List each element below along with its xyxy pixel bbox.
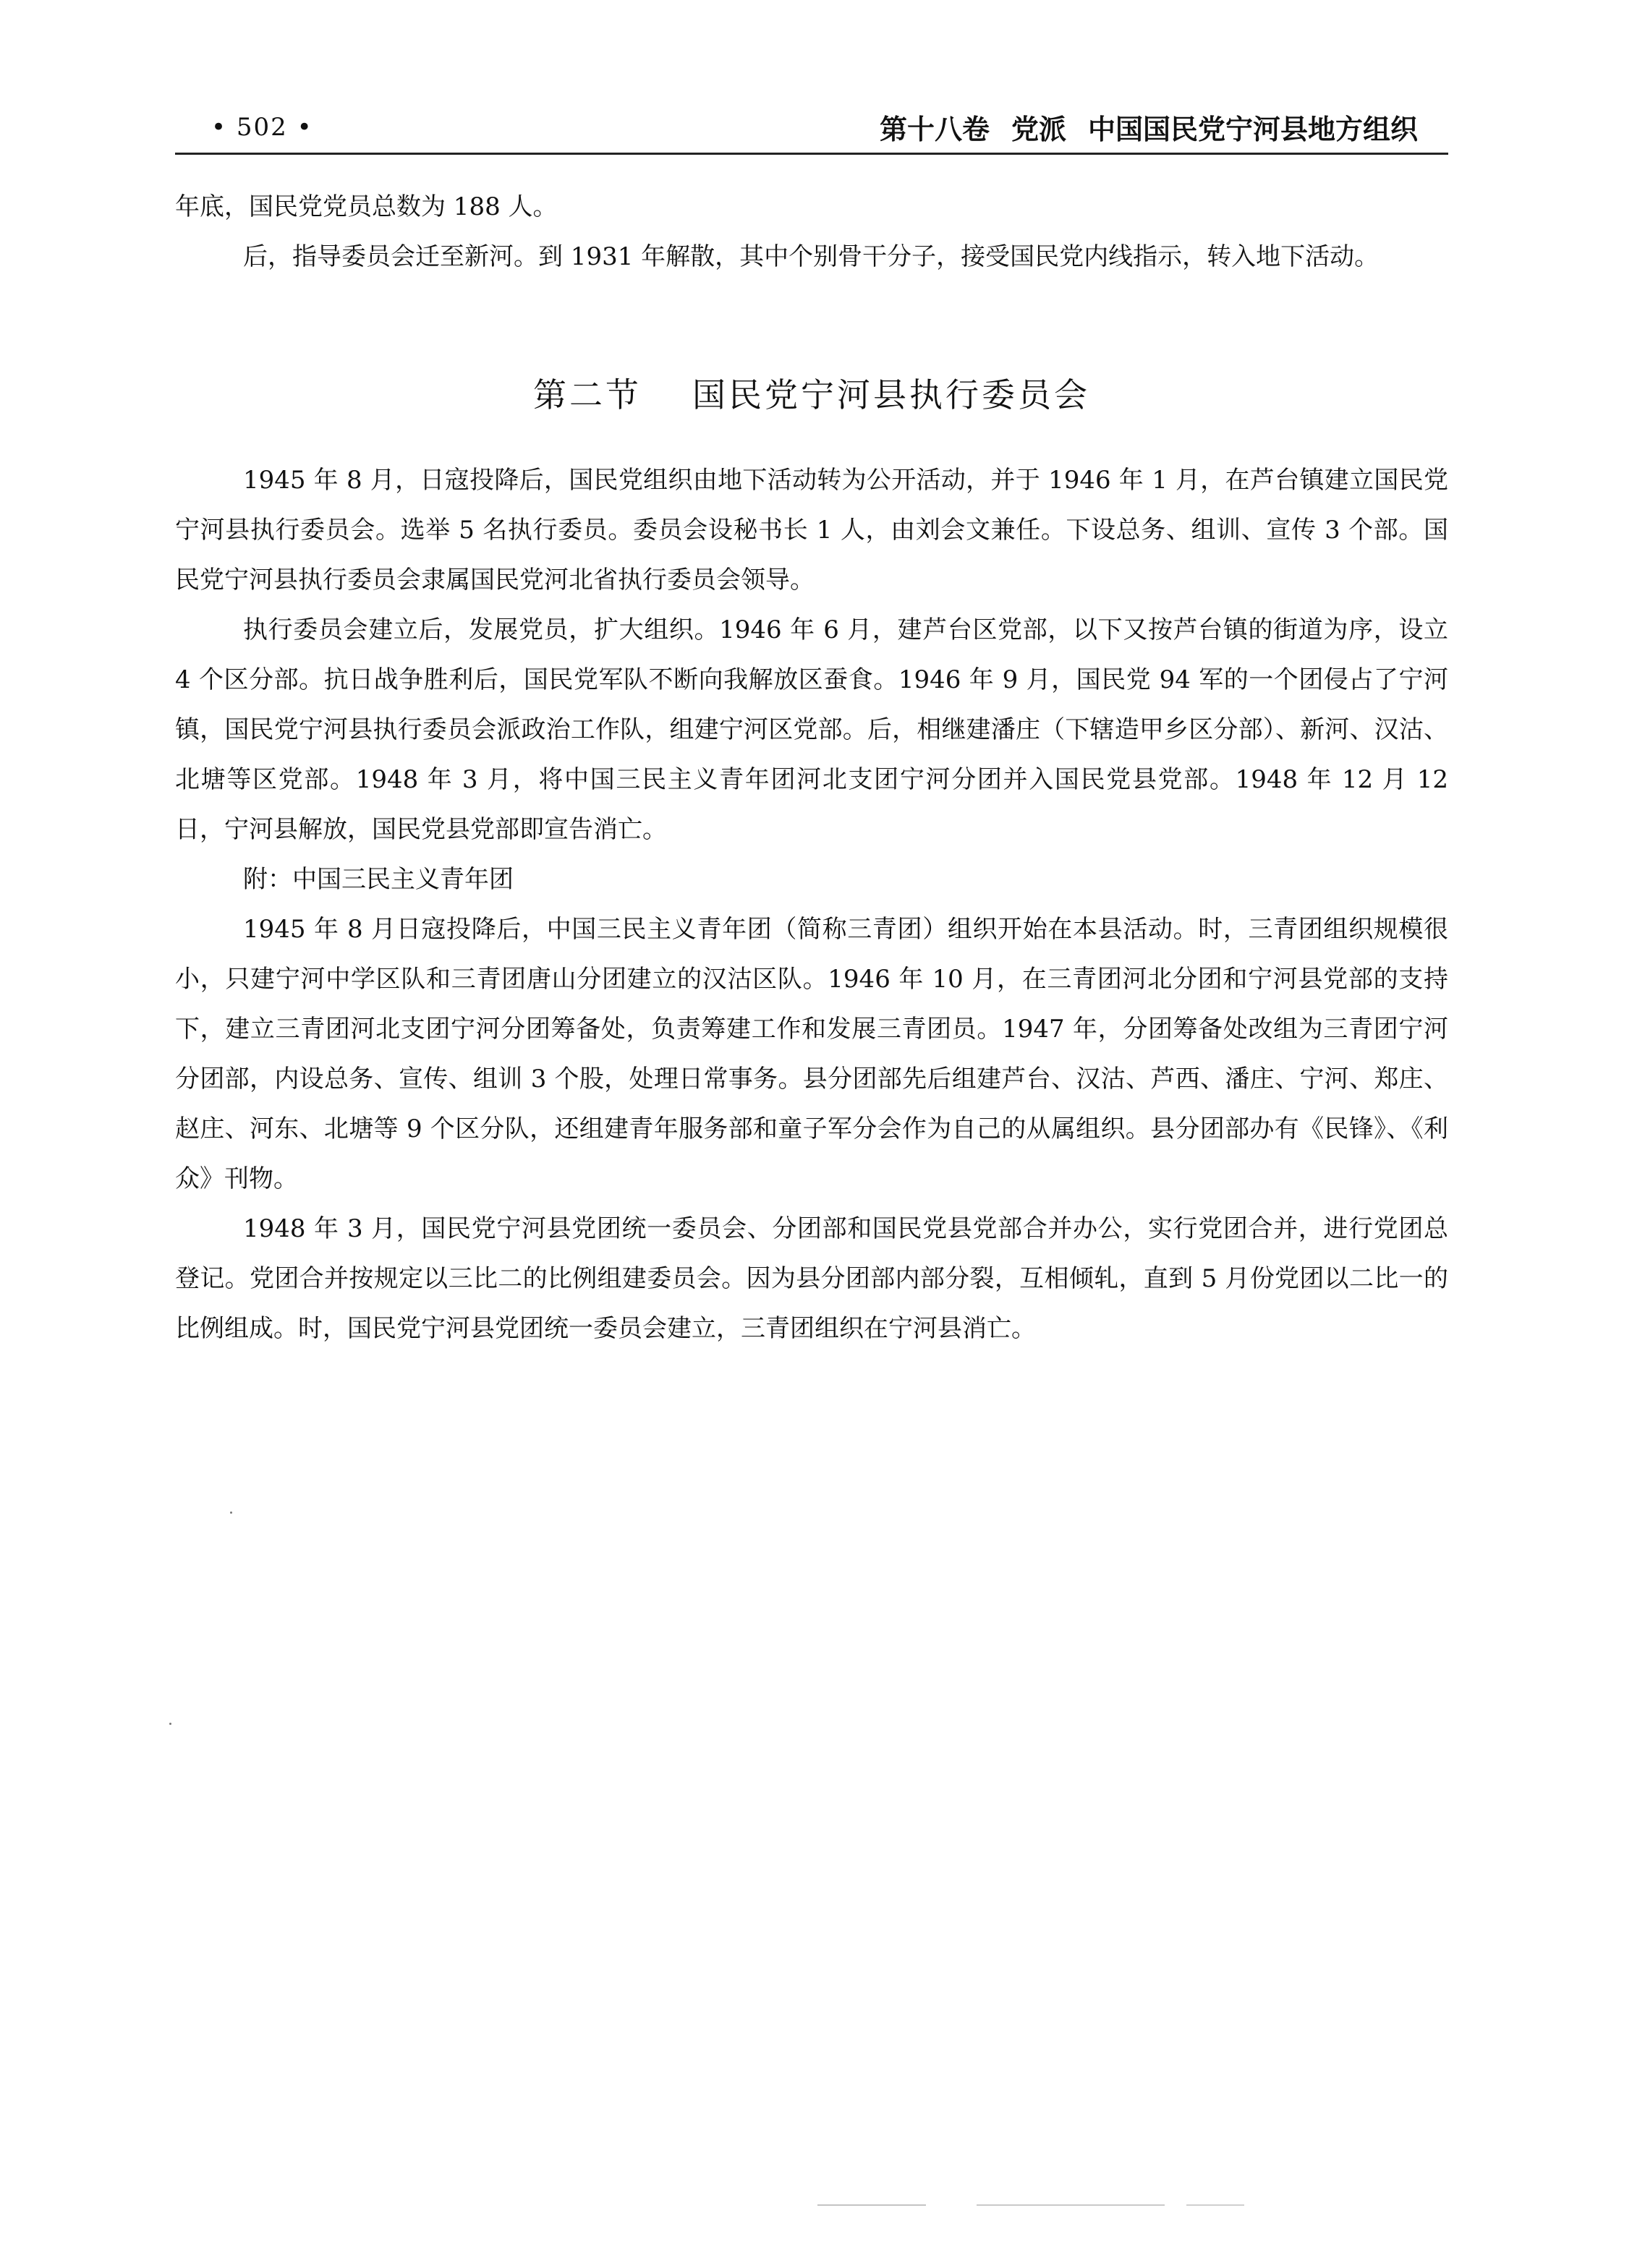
- section-title: 国民党宁河县执行委员会: [692, 375, 1090, 414]
- section-heading: [175, 369, 1448, 417]
- scan-speck: [230, 1512, 232, 1514]
- running-title: [880, 107, 1418, 147]
- paragraph: 1945 年 8 月，日寇投降后，国民党组织由地下活动转为公开活动，并于 1946 年 1 月，在芦台镇建立国民党宁河县执行委员会。选举 5 名执行委员。委员会设秘书长 1 人，由刘会文兼任。下设总务、组训、宣传 3 个部。国民党宁河县执行委员会隶属国民党河北省执行委员会领导。: [175, 466, 1448, 594]
- scan-speck: [169, 1723, 171, 1725]
- paragraph: 年底，国民党党员总数为 188 人。: [175, 192, 558, 221]
- section-number: 第二节: [533, 375, 642, 414]
- paragraph: 后，指导委员会迁至新河。到 1931 年解散，其中个别骨干分子，接受国民党内线指示，转入地下活动。: [243, 242, 1380, 271]
- scan-streak: [977, 2204, 1165, 2206]
- header-rule: [175, 153, 1448, 155]
- paragraph: 1948 年 3 月，国民党宁河县党团统一委员会、分团部和国民党县党部合并办公，实行党团合并，进行党团总登记。党团合并按规定以三比二的比例组建委员会。因为县分团部内部分裂，互相倾轧，直到 5 月份党团以二比一的比例组成。时，国民党宁河县党团统一委员会建立，三青团组织在宁河县消亡。: [175, 1214, 1448, 1343]
- scan-streak: [1186, 2204, 1244, 2206]
- scan-streak: [817, 2204, 926, 2206]
- volume-label: 第十八卷: [879, 113, 990, 145]
- chapter-title: 中国国民党宁河县地方组织: [1087, 113, 1418, 145]
- paragraph: 执行委员会建立后，发展党员，扩大组织。1946 年 6 月，建芦台区党部，以下又按芦台镇的街道为序，设立 4 个区分部。抗日战争胜利后，国民党军队不断向我解放区蚕食。1946 年 9 月，国民党 94 军的一个团侵占了宁河镇，国民党宁河县执行委员会派政治工作队，组建宁河区党部。后，相继建潘庄（下辖造甲乡区分部）、新河、汉沽、北塘等区党部。1948 年 3 月，将中国三民主义青年团河北支团宁河分团并入国民党县党部。1948 年 12 月 12 日，宁河县解放，国民党县党部即宣告消亡。: [175, 615, 1448, 844]
- appendix-heading: 附：中国三民主义青年团: [243, 865, 514, 894]
- chapter-label: 党派: [1011, 113, 1066, 145]
- section-body: [175, 456, 1448, 1354]
- page-number: • 502 •: [211, 113, 313, 142]
- paragraph: 1945 年 8 月日寇投降后，中国三民主义青年团（简称三青团）组织开始在本县活动。时，三青团组织规模很小，只建宁河中学区队和三青团唐山分团建立的汉沽区队。1946 年 10 月，在三青团河北分团和宁河县党部的支持下，建立三青团河北支团宁河分团筹备处，负责筹建工作和发展三青团员。1947 年，分团筹备处改组为三青团宁河分团部，内设总务、宣传、组训 3 个股，处理日常事务。县分团部先后组建芦台、汉沽、芦西、潘庄、宁河、郑庄、赵庄、河东、北塘等 9 个区分队，还组建青年服务部和童子军分会作为自己的从属组织。县分团部办有《民锋》、《利众》刊物。: [175, 915, 1448, 1193]
- intro-text: [175, 182, 1448, 282]
- running-header: [175, 107, 1448, 150]
